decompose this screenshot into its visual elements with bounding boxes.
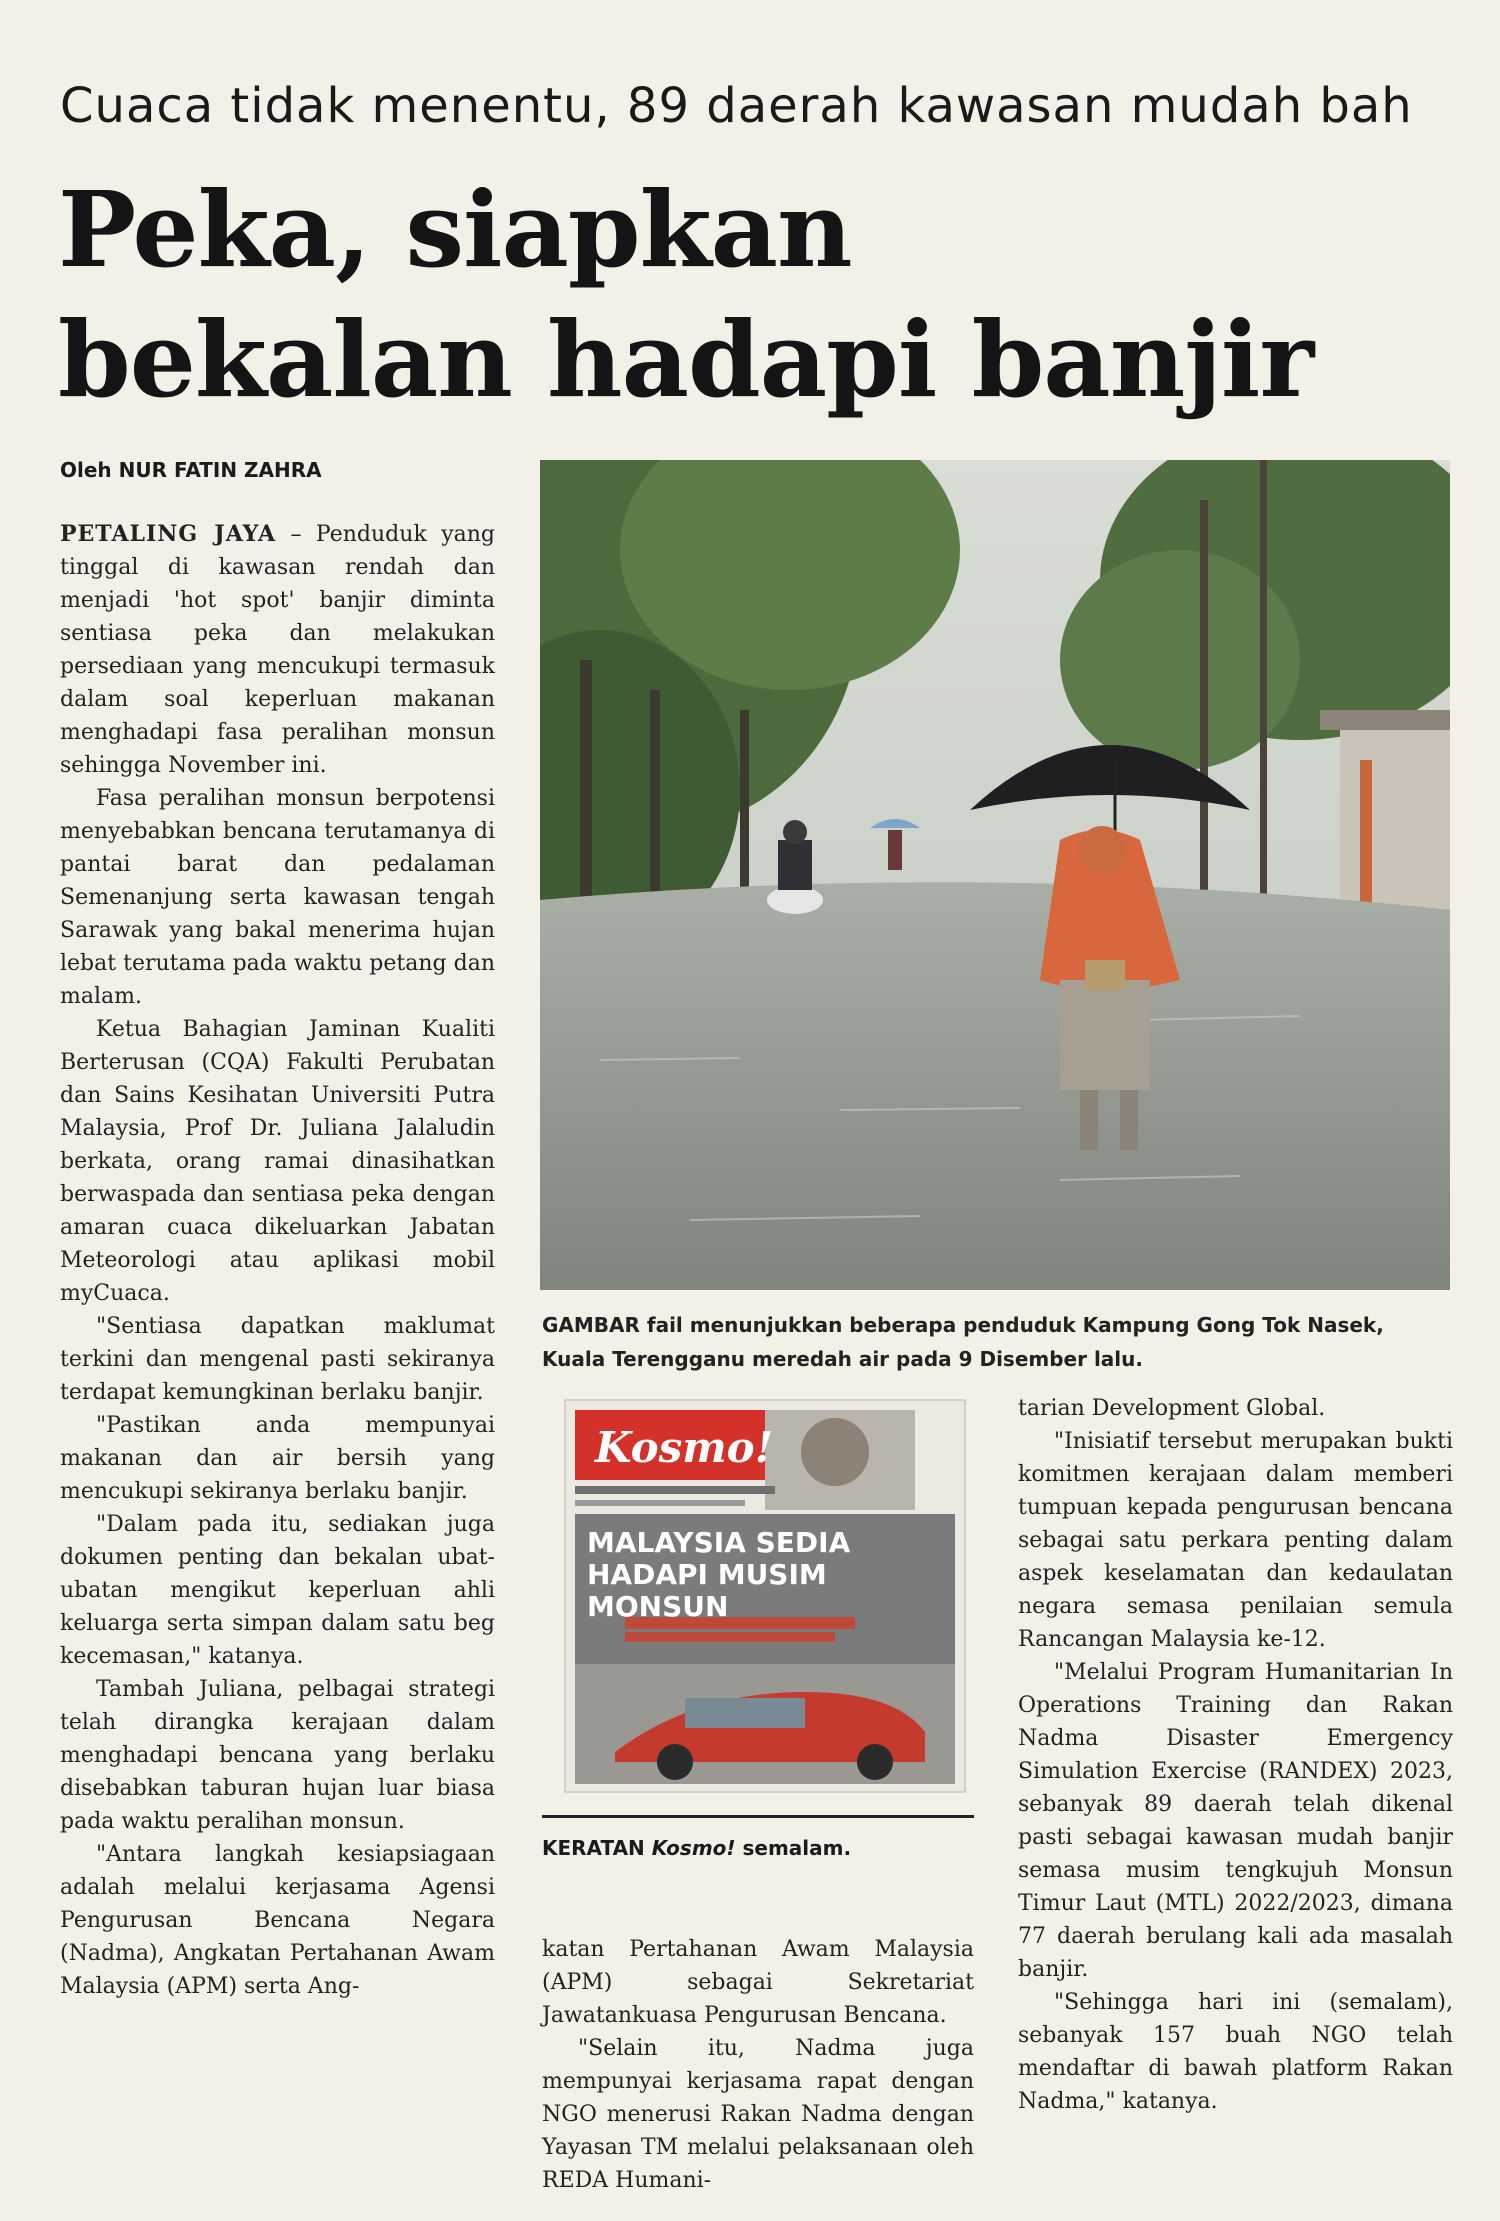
clipping-headline-line-1: MALAYSIA SEDIA — [587, 1526, 851, 1559]
paragraph: "Sehingga hari ini (semalam), sebanyak 157 buah NGO telah mendaftar di bawah platform Rakan Nadma," katanya. — [1018, 1990, 1453, 2114]
article-column-1 — [60, 518, 495, 2003]
kosmo-clipping — [555, 1392, 975, 1802]
paragraph: "Selain itu, Nadma juga mempunyai kerjasama rapat dengan NGO menerusi Rakan Nadma dengan Yayasan TM melalui pelaksanaan oleh REDA Humani- — [542, 2036, 974, 2193]
dateline: PETALING JAYA — [60, 521, 277, 547]
paragraph: katan Pertahanan Awam Malaysia (APM) sebagai Sekretariat Jawatankuasa Pengurusan Bencana. — [542, 1937, 974, 2028]
headline-line-1: Peka, siapkan — [58, 168, 852, 291]
paragraph: "Sentiasa dapatkan maklumat terkini dan mengenal pasti sekiranya terdapat kemungkinan berlaku banjir. — [60, 1314, 495, 1405]
clipping-caption-source: Kosmo! — [651, 1836, 736, 1860]
headline-line-2: bekalan hadapi banjir — [58, 298, 1314, 421]
kicker: Cuaca tidak menentu, 89 daerah kawasan mudah bah — [60, 78, 1413, 134]
paragraph: "Dalam pada itu, sediakan juga dokumen penting dan bekalan ubat-ubatan mengikut keperluan ahli keluarga serta simpan dalam satu beg kecemasan," katanya. — [60, 1512, 495, 1669]
headline — [58, 165, 1458, 425]
paragraph: Tambah Juliana, pelbagai strategi telah dirangka kerajaan dalam menghadapi bencana yang berlaku disebabkan taburan hujan luar biasa pada waktu peralihan monsun. — [60, 1677, 495, 1834]
flood-photo — [540, 460, 1450, 1290]
paragraph: tarian Development Global. — [1018, 1396, 1326, 1421]
byline: Oleh NUR FATIN ZAHRA — [60, 458, 322, 482]
clipping-headline-line-2: HADAPI MUSIM — [587, 1558, 827, 1591]
paragraph: "Antara langkah kesiapsiagaan adalah melalui kerjasama Agensi Pengurusan Bencana Negara (Nadma), Angkatan Pertahanan Awam Malaysia (APM) serta Ang- — [60, 1842, 495, 1999]
clipping-masthead: Kosmo! — [595, 1423, 774, 1472]
article-column-2 — [542, 1933, 974, 2197]
clipping-headline-line-3: MONSUN — [587, 1590, 729, 1623]
article-column-3 — [1018, 1392, 1453, 2118]
clipping-rule — [542, 1815, 974, 1818]
paragraph: Ketua Bahagian Jaminan Kualiti Berterusan (CQA) Fakulti Perubatan dan Sains Kesihatan Universiti Putra Malaysia, Prof Dr. Juliana Jalaludin berkata, orang ramai dinasihatkan berwaspada dan sentiasa peka dengan amaran cuaca dikeluarkan Jabatan Meteorologi atau aplikasi mobil myCuaca. — [60, 1017, 495, 1306]
paragraph: "Pastikan anda mempunyai makanan dan air bersih yang mencukupi sekiranya berlaku banjir. — [60, 1413, 495, 1504]
clipping-caption: KERATAN Kosmo! semalam. — [542, 1836, 852, 1860]
paragraph: "Inisiatif tersebut merupakan bukti komitmen kerajaan dalam memberi tumpuan kepada pengurusan bencana sebagai satu perkara penting dalam aspek keselamatan dan kedaulatan negara semasa penilaian semula Rancangan Malaysia ke-12. — [1018, 1429, 1453, 1652]
paragraph: Fasa peralihan monsun berpotensi menyebabkan bencana terutamanya di pantai barat dan pedalaman Semenanjung serta kawasan tengah Sarawak yang bakal menerima hujan lebat terutama pada waktu petang dan malam. — [60, 786, 495, 1009]
photo-caption: GAMBAR fail menunjukkan beberapa penduduk Kampung Gong Tok Nasek, Kuala Terengganu meredah air pada 9 Disember lalu. — [542, 1313, 1384, 1371]
paragraph: "Melalui Program Humanitarian In Operations Training dan Rakan Nadma Disaster Emergency Simulation Exercise (RANDEX) 2023, sebanyak 89 daerah telah dikenal pasti sebagai kawasan mudah banjir semasa musim tengkujuh Monsun Timur Laut (MTL) 2022/2023, dimana 77 daerah berulang kali ada masalah banjir. — [1018, 1660, 1453, 1982]
paragraph: PETALING JAYA – Penduduk yang tinggal di kawasan rendah dan menjadi 'hot spot' banjir diminta sentiasa peka dan melakukan persediaan yang mencukupi termasuk dalam soal keperluan makanan menghadapi fasa peralihan monsun sehingga November ini. — [60, 521, 495, 778]
